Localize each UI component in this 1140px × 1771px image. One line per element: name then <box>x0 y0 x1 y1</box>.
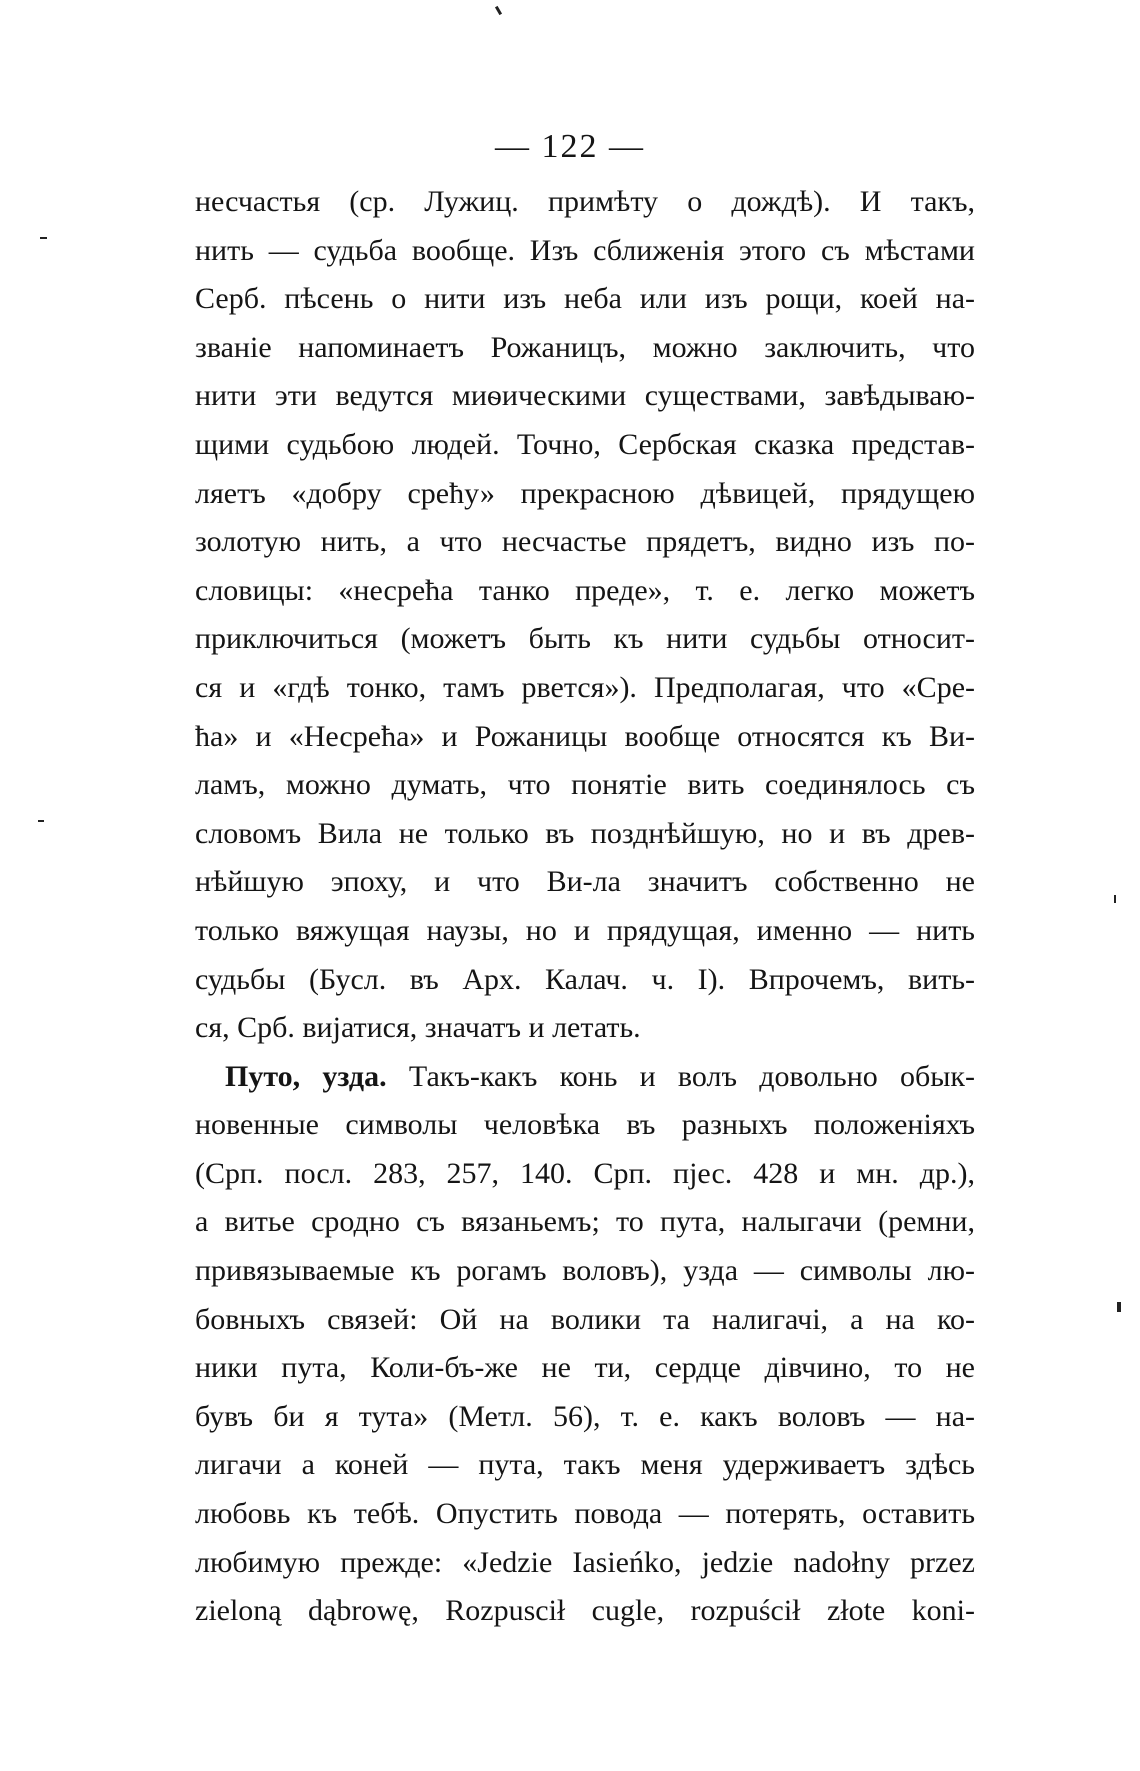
scan-speck <box>40 237 47 239</box>
scan-speck <box>495 6 502 15</box>
text-line: Такъ-какъ конь и волъ довольно обык- <box>408 1059 975 1093</box>
text-line: ћа» и «Несрећа» и Рожаницы вообще относятся къ Ви- <box>195 719 975 753</box>
text-line: щими судьбою людей. Точно, Сербская сказка представ- <box>195 427 975 461</box>
text-line: званіе напоминаетъ Рожаницъ, можно заключить, что <box>195 330 975 364</box>
scan-speck <box>1117 1302 1121 1312</box>
text-line: словицы: «несрећа танко преде», т. е. легко можетъ <box>195 573 975 607</box>
text-line: лигачи а коней — пута, такъ меня удерживаетъ здѣсь <box>195 1448 975 1482</box>
text-line: ся, Срб. вијатися, значатъ и летать. <box>195 1011 641 1045</box>
text-line: нити эти ведутся миѳическими существами, завѣдываю- <box>195 379 975 413</box>
text-line: только вяжущая наузы, но и прядущая, именно — нить <box>195 913 975 947</box>
text-line: нѣйшую эпоху, и что Ви-ла значитъ собственно не <box>195 865 975 899</box>
text-line: ляетъ «добру срећу» прекрасною дѣвицей, прядущею <box>195 476 975 510</box>
text-line: любовь къ тебѣ. Опустить повода — потерять, оставить <box>195 1497 975 1531</box>
text-line: Серб. пѣсень о нити изъ неба или изъ рощи, коей на- <box>195 282 975 316</box>
scan-speck <box>38 820 44 822</box>
text-line: ламъ, можно думать, что понятіе вить соединялось съ <box>195 768 975 802</box>
page-number-header: — 122 — <box>495 128 645 165</box>
scan-speck <box>1114 895 1116 903</box>
text-line: несчастья (ср. Лужиц. примѣту о дождѣ). И такъ, <box>195 185 975 218</box>
text-line: ники пута, Коли-бъ-же не ти, сердце дівчино, то не <box>195 1351 975 1385</box>
text-line: нить — судьба вообще. Изъ сближенія этого съ мѣстами <box>195 233 975 267</box>
text-line: судьбы (Бусл. въ Арх. Калач. ч. I). Впрочемъ, вить- <box>195 962 975 996</box>
text-line: а витье сродно съ вязаньемъ; то пута, налыгачи (ремни, <box>195 1205 975 1239</box>
body-text <box>195 178 975 1636</box>
text-line: любимую прежде: «Jedzie Iasieńko, jedzie nadołny przez <box>195 1545 975 1579</box>
section-heading: Путо, узда. <box>225 1059 387 1093</box>
text-line: золотую нить, а что несчастье прядетъ, видно изъ по- <box>195 525 975 559</box>
text-line: бовныхъ связей: Ой на волики та налигачі, а на ко- <box>195 1302 975 1336</box>
text-line: бувъ би я тута» (Метл. 56), т. е. какъ воловъ — на- <box>195 1399 975 1433</box>
text-line: новенные символы человѣка въ разныхъ положеніяхъ <box>195 1108 975 1142</box>
text-line: приключиться (можетъ быть къ нити судьбы относит- <box>195 622 975 656</box>
text-line: zieloną dąbrowę, Rozpuscił cugle, rozpuścił złote koni- <box>195 1594 975 1628</box>
text-line: привязываемые къ рогамъ воловъ), узда — символы лю- <box>195 1254 975 1288</box>
section-first-line <box>195 1053 975 1102</box>
text-line: (Срп. посл. 283, 257, 140. Срп. пјес. 428 и мн. др.), <box>195 1156 975 1190</box>
text-line: ся и «гдѣ тонко, тамъ рвется»). Предполагая, что «Сре- <box>195 670 975 704</box>
text-line: словомъ Вила не только въ позднѣйшую, но и въ древ- <box>195 816 975 850</box>
